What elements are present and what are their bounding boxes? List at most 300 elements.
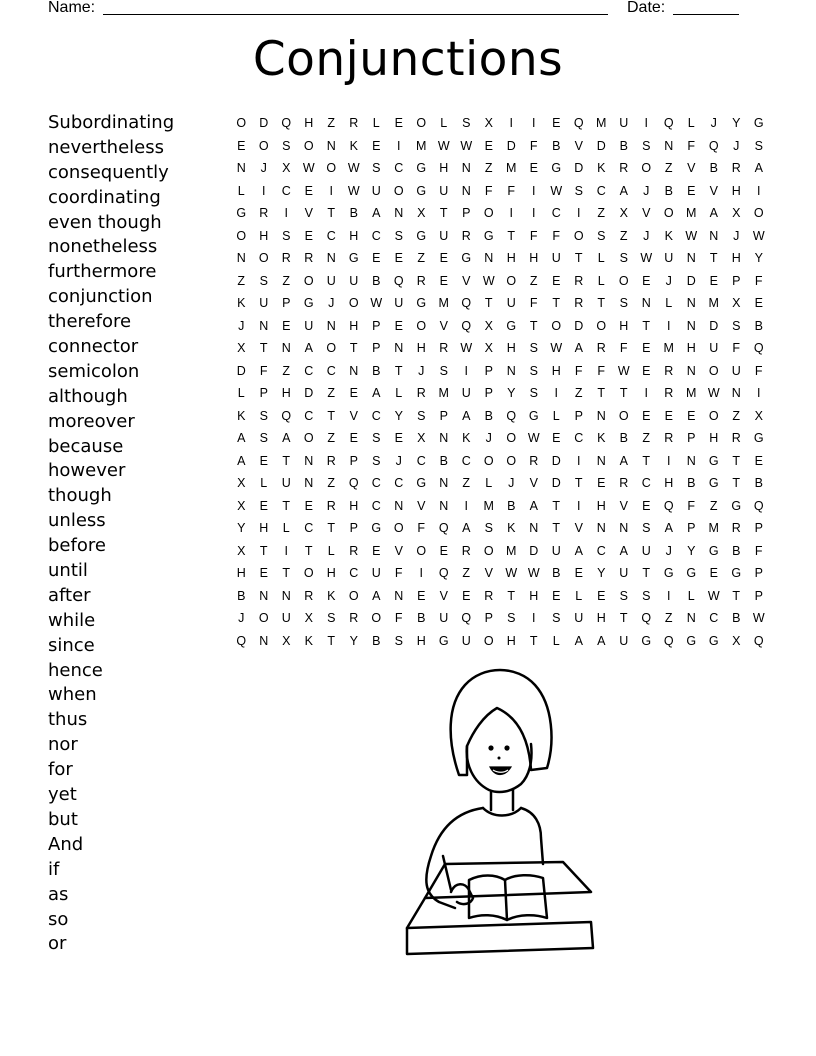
grid-letter: L xyxy=(372,116,380,131)
grid-letter: W xyxy=(460,138,473,153)
grid-letter: S xyxy=(597,228,606,243)
grid-letter: R xyxy=(304,588,314,603)
grid-letter: W xyxy=(370,296,383,311)
grid-letter: R xyxy=(326,453,336,468)
grid-letter: H xyxy=(664,476,674,491)
grid-letter: U xyxy=(506,296,516,311)
grid-row xyxy=(230,517,770,540)
grid-letter: H xyxy=(349,318,359,333)
grid-letter: E xyxy=(754,453,763,468)
grid-letter: H xyxy=(506,251,516,266)
grid-letter: I xyxy=(532,206,536,221)
grid-letter: Z xyxy=(327,116,336,131)
grid-letter: I xyxy=(532,611,536,626)
grid-letter: L xyxy=(597,251,605,266)
grid-letter: M xyxy=(708,296,719,311)
grid-letter: D xyxy=(596,138,606,153)
grid-letter: S xyxy=(417,408,426,423)
grid-letter: Y xyxy=(597,566,606,581)
grid-letter: E xyxy=(642,363,651,378)
grid-letter: I xyxy=(284,206,288,221)
grid-letter: T xyxy=(574,476,583,491)
grid-letter: B xyxy=(237,588,246,603)
grid-letter: N xyxy=(686,318,696,333)
grid-letter: T xyxy=(574,251,583,266)
grid-letter: S xyxy=(619,296,628,311)
grid-letter: Q xyxy=(393,273,404,288)
grid-letter: P xyxy=(372,341,381,356)
grid-letter: I xyxy=(757,183,761,198)
grid-letter: E xyxy=(642,341,651,356)
grid-letter: V xyxy=(394,543,403,558)
grid-letter: Q xyxy=(236,633,247,648)
grid-letter: A xyxy=(754,161,763,176)
grid-letter: B xyxy=(619,138,628,153)
grid-letter: W xyxy=(347,183,360,198)
grid-letter: O xyxy=(236,116,247,131)
grid-letter: U xyxy=(439,228,449,243)
grid-letter: R xyxy=(664,386,674,401)
grid-letter: Z xyxy=(642,431,651,446)
grid-letter: W xyxy=(302,161,315,176)
word-list-item: semicolon xyxy=(48,360,140,382)
grid-letter: N xyxy=(394,341,404,356)
grid-letter: R xyxy=(529,453,539,468)
grid-letter: F xyxy=(529,228,538,243)
grid-letter: N xyxy=(394,588,404,603)
grid-letter: C xyxy=(394,161,404,176)
grid-letter: X xyxy=(417,206,426,221)
grid-letter: E xyxy=(597,476,606,491)
grid-letter: N xyxy=(259,633,269,648)
grid-letter: U xyxy=(371,183,381,198)
grid-letter: T xyxy=(282,566,291,581)
grid-row xyxy=(230,157,770,180)
grid-letter: E xyxy=(754,296,763,311)
grid-letter: O xyxy=(483,633,494,648)
grid-letter: E xyxy=(259,498,268,513)
grid-letter: Z xyxy=(709,498,718,513)
grid-row xyxy=(230,630,770,653)
grid-letter: D xyxy=(236,363,246,378)
grid-letter: B xyxy=(552,566,561,581)
grid-letter: H xyxy=(529,588,539,603)
grid-letter: A xyxy=(574,341,583,356)
grid-letter: Z xyxy=(462,566,471,581)
word-list-item: before xyxy=(48,535,106,557)
grid-letter: R xyxy=(596,341,606,356)
grid-letter: T xyxy=(394,363,403,378)
grid-letter: V xyxy=(687,161,696,176)
grid-letter: C xyxy=(304,521,314,536)
grid-letter: O xyxy=(483,543,494,558)
grid-letter: Q xyxy=(708,138,719,153)
grid-letter: H xyxy=(236,566,246,581)
grid-letter: I xyxy=(667,318,671,333)
grid-letter: O xyxy=(663,206,674,221)
grid-letter: E xyxy=(304,183,313,198)
date-label: Date: xyxy=(627,0,666,16)
grid-letter: G xyxy=(416,183,427,198)
date-field-line[interactable] xyxy=(673,14,739,15)
grid-letter: E xyxy=(282,318,291,333)
grid-letter: X xyxy=(732,206,741,221)
word-list-item: until xyxy=(48,560,88,582)
grid-letter: A xyxy=(282,431,291,446)
grid-letter: M xyxy=(663,341,674,356)
grid-letter: S xyxy=(642,588,651,603)
grid-letter: L xyxy=(260,476,268,491)
grid-letter: O xyxy=(573,228,584,243)
word-list-item: nevertheless xyxy=(48,136,164,158)
grid-letter: Z xyxy=(417,251,426,266)
grid-letter: M xyxy=(438,386,449,401)
grid-letter: L xyxy=(237,183,245,198)
grid-letter: A xyxy=(304,341,313,356)
grid-letter: C xyxy=(709,611,719,626)
grid-letter: E xyxy=(709,566,718,581)
grid-letter: C xyxy=(574,431,584,446)
grid-letter: G xyxy=(416,161,427,176)
grid-letter: T xyxy=(619,386,628,401)
grid-letter: O xyxy=(596,318,607,333)
grid-letter: S xyxy=(462,116,471,131)
grid-letter: N xyxy=(619,521,629,536)
grid-letter: M xyxy=(708,521,719,536)
grid-letter: S xyxy=(372,453,381,468)
grid-letter: T xyxy=(552,521,561,536)
grid-letter: S xyxy=(642,521,651,536)
grid-letter: U xyxy=(551,251,561,266)
grid-letter: I xyxy=(509,116,513,131)
grid-letter: A xyxy=(462,408,471,423)
grid-row xyxy=(230,270,770,293)
grid-letter: S xyxy=(754,138,763,153)
word-list-item: for xyxy=(48,759,73,781)
grid-letter: J xyxy=(665,543,672,558)
grid-letter: H xyxy=(326,566,336,581)
grid-letter: E xyxy=(394,116,403,131)
grid-letter: K xyxy=(304,633,313,648)
grid-letter: Y xyxy=(507,386,516,401)
grid-letter: N xyxy=(326,251,336,266)
grid-letter: K xyxy=(597,431,606,446)
grid-letter: Q xyxy=(438,521,449,536)
grid-letter: H xyxy=(686,341,696,356)
grid-letter: H xyxy=(596,498,606,513)
grid-letter: G xyxy=(708,543,719,558)
grid-letter: G xyxy=(461,251,472,266)
grid-letter: N xyxy=(596,408,606,423)
grid-letter: U xyxy=(461,633,471,648)
grid-letter: O xyxy=(258,251,269,266)
grid-letter: P xyxy=(462,206,471,221)
grid-letter: Y xyxy=(394,408,403,423)
grid-letter: J xyxy=(238,318,245,333)
grid-letter: E xyxy=(259,566,268,581)
grid-letter: T xyxy=(529,633,538,648)
grid-letter: A xyxy=(597,633,606,648)
grid-letter: P xyxy=(754,521,763,536)
grid-letter: K xyxy=(327,588,336,603)
grid-letter: S xyxy=(529,341,538,356)
grid-letter: A xyxy=(574,633,583,648)
grid-letter: G xyxy=(506,318,517,333)
grid-letter: W xyxy=(482,273,495,288)
grid-letter: O xyxy=(506,273,517,288)
grid-letter: L xyxy=(395,386,403,401)
grid-letter: P xyxy=(282,296,291,311)
grid-letter: F xyxy=(597,363,606,378)
grid-letter: E xyxy=(687,183,696,198)
grid-letter: Z xyxy=(664,611,673,626)
grid-letter: T xyxy=(642,453,651,468)
grid-letter: G xyxy=(551,161,562,176)
grid-letter: T xyxy=(349,341,358,356)
grid-letter: L xyxy=(440,116,448,131)
word-list-item: though xyxy=(48,485,112,507)
grid-letter: K xyxy=(349,138,358,153)
grid-letter: G xyxy=(438,633,449,648)
grid-row xyxy=(230,202,770,225)
grid-letter: U xyxy=(551,543,561,558)
grid-letter: G xyxy=(663,566,674,581)
grid-letter: I xyxy=(554,386,558,401)
grid-letter: E xyxy=(439,251,448,266)
grid-letter: R xyxy=(304,251,314,266)
grid-letter: R xyxy=(461,228,471,243)
grid-letter: T xyxy=(732,588,741,603)
grid-letter: C xyxy=(461,453,471,468)
grid-letter: O xyxy=(258,611,269,626)
grid-letter: K xyxy=(597,161,606,176)
grid-letter: M xyxy=(686,206,697,221)
grid-letter: D xyxy=(551,453,561,468)
grid-letter: R xyxy=(281,251,291,266)
grid-letter: N xyxy=(641,296,651,311)
grid-letter: R xyxy=(619,161,629,176)
grid-letter: A xyxy=(372,206,381,221)
grid-letter: I xyxy=(532,116,536,131)
grid-letter: Q xyxy=(663,116,674,131)
grid-letter: E xyxy=(394,318,403,333)
grid-row xyxy=(230,585,770,608)
word-list xyxy=(48,111,174,957)
grid-row xyxy=(230,180,770,203)
grid-letter: G xyxy=(731,498,742,513)
grid-letter: A xyxy=(709,206,718,221)
grid-letter: J xyxy=(328,296,335,311)
grid-letter: N xyxy=(529,521,539,536)
grid-letter: H xyxy=(596,611,606,626)
grid-letter: F xyxy=(732,341,741,356)
grid-letter: K xyxy=(507,521,516,536)
grid-letter: I xyxy=(397,138,401,153)
grid-letter: G xyxy=(528,408,539,423)
grid-letter: J xyxy=(665,273,672,288)
grid-letter: E xyxy=(417,588,426,603)
grid-letter: N xyxy=(259,318,269,333)
grid-letter: R xyxy=(349,116,359,131)
grid-letter: E xyxy=(259,453,268,468)
grid-letter: E xyxy=(304,498,313,513)
grid-letter: Q xyxy=(281,408,292,423)
name-field-line[interactable] xyxy=(103,14,608,15)
grid-letter: F xyxy=(484,183,493,198)
grid-letter: Y xyxy=(687,543,696,558)
grid-letter: H xyxy=(259,228,269,243)
grid-letter: G xyxy=(371,521,382,536)
grid-letter: P xyxy=(484,363,493,378)
grid-letter: Z xyxy=(327,476,336,491)
grid-letter: R xyxy=(664,431,674,446)
girl-reading-illustration xyxy=(395,660,605,960)
grid-letter: W xyxy=(685,228,698,243)
grid-letter: S xyxy=(259,431,268,446)
grid-letter: N xyxy=(281,588,291,603)
grid-letter: F xyxy=(507,183,516,198)
grid-letter: R xyxy=(574,273,584,288)
grid-letter: A xyxy=(619,183,628,198)
grid-letter: I xyxy=(644,386,648,401)
grid-letter: U xyxy=(326,273,336,288)
grid-letter: H xyxy=(416,341,426,356)
grid-letter: B xyxy=(732,543,741,558)
word-list-item: when xyxy=(48,684,97,706)
grid-letter: G xyxy=(483,228,494,243)
grid-letter: E xyxy=(372,251,381,266)
grid-letter: G xyxy=(303,296,314,311)
grid-letter: E xyxy=(439,543,448,558)
grid-letter: B xyxy=(507,498,516,513)
grid-letter: J xyxy=(485,431,492,446)
grid-letter: H xyxy=(731,251,741,266)
grid-letter: Q xyxy=(461,611,472,626)
grid-letter: E xyxy=(642,408,651,423)
grid-letter: I xyxy=(509,206,513,221)
grid-letter: N xyxy=(596,521,606,536)
grid-letter: U xyxy=(304,318,314,333)
grid-letter: Q xyxy=(461,296,472,311)
grid-letter: S xyxy=(372,161,381,176)
grid-letter: O xyxy=(326,161,337,176)
grid-letter: P xyxy=(754,566,763,581)
grid-letter: M xyxy=(686,386,697,401)
grid-letter: S xyxy=(439,363,448,378)
grid-letter: V xyxy=(462,273,471,288)
grid-letter: F xyxy=(552,228,561,243)
grid-letter: W xyxy=(505,566,518,581)
grid-letter: X xyxy=(237,341,246,356)
grid-letter: W xyxy=(707,386,720,401)
grid-letter: S xyxy=(619,588,628,603)
grid-letter: V xyxy=(619,498,628,513)
grid-letter: O xyxy=(326,341,337,356)
grid-letter: N xyxy=(236,251,246,266)
grid-letter: H xyxy=(281,386,291,401)
grid-letter: U xyxy=(371,566,381,581)
grid-letter: B xyxy=(754,476,763,491)
grid-letter: Z xyxy=(327,431,336,446)
grid-letter: N xyxy=(236,161,246,176)
grid-letter: D xyxy=(686,273,696,288)
grid-letter: O xyxy=(416,116,427,131)
grid-letter: O xyxy=(348,296,359,311)
grid-row xyxy=(230,225,770,248)
grid-letter: J xyxy=(418,363,425,378)
grid-letter: P xyxy=(574,408,583,423)
grid-letter: W xyxy=(640,251,653,266)
grid-letter: O xyxy=(506,453,517,468)
grid-letter: H xyxy=(709,431,719,446)
grid-row xyxy=(230,360,770,383)
grid-letter: T xyxy=(259,543,268,558)
grid-letter: E xyxy=(372,138,381,153)
grid-letter: J xyxy=(733,228,740,243)
grid-letter: Z xyxy=(237,273,246,288)
grid-letter: Z xyxy=(529,273,538,288)
grid-letter: T xyxy=(642,318,651,333)
grid-letter: U xyxy=(281,476,291,491)
grid-letter: G xyxy=(753,431,764,446)
grid-letter: M xyxy=(506,543,517,558)
grid-letter: Y xyxy=(732,116,741,131)
grid-letter: N xyxy=(686,296,696,311)
grid-letter: L xyxy=(552,633,560,648)
grid-letter: F xyxy=(687,498,696,513)
grid-letter: A xyxy=(372,588,381,603)
grid-letter: S xyxy=(282,138,291,153)
grid-letter: I xyxy=(577,206,581,221)
grid-letter: E xyxy=(304,228,313,243)
grid-letter: T xyxy=(327,206,336,221)
grid-row xyxy=(230,247,770,270)
grid-letter: W xyxy=(437,138,450,153)
grid-letter: Q xyxy=(753,633,764,648)
grid-letter: U xyxy=(641,543,651,558)
grid-letter: P xyxy=(349,521,358,536)
grid-letter: F xyxy=(529,296,538,311)
grid-letter: S xyxy=(484,521,493,536)
grid-letter: C xyxy=(326,228,336,243)
grid-row xyxy=(230,540,770,563)
grid-letter: C xyxy=(416,453,426,468)
grid-letter: F xyxy=(619,341,628,356)
word-list-item: although xyxy=(48,385,128,407)
grid-letter: S xyxy=(282,228,291,243)
grid-letter: U xyxy=(619,116,629,131)
grid-letter: U xyxy=(281,611,291,626)
grid-letter: N xyxy=(461,183,471,198)
grid-letter: Z xyxy=(597,206,606,221)
grid-letter: D xyxy=(259,116,269,131)
grid-letter: O xyxy=(348,588,359,603)
grid-letter: H xyxy=(731,183,741,198)
grid-letter: Q xyxy=(348,476,359,491)
grid-letter: H xyxy=(416,633,426,648)
grid-letter: Y xyxy=(237,521,246,536)
grid-letter: H xyxy=(259,521,269,536)
grid-letter: B xyxy=(732,611,741,626)
page-title: Conjunctions xyxy=(252,32,564,87)
grid-letter: G xyxy=(708,476,719,491)
grid-letter: K xyxy=(664,228,673,243)
word-list-item: while xyxy=(48,609,96,631)
word-list-item: however xyxy=(48,460,126,482)
grid-letter: P xyxy=(754,588,763,603)
grid-letter: D xyxy=(574,161,584,176)
grid-letter: W xyxy=(617,363,630,378)
